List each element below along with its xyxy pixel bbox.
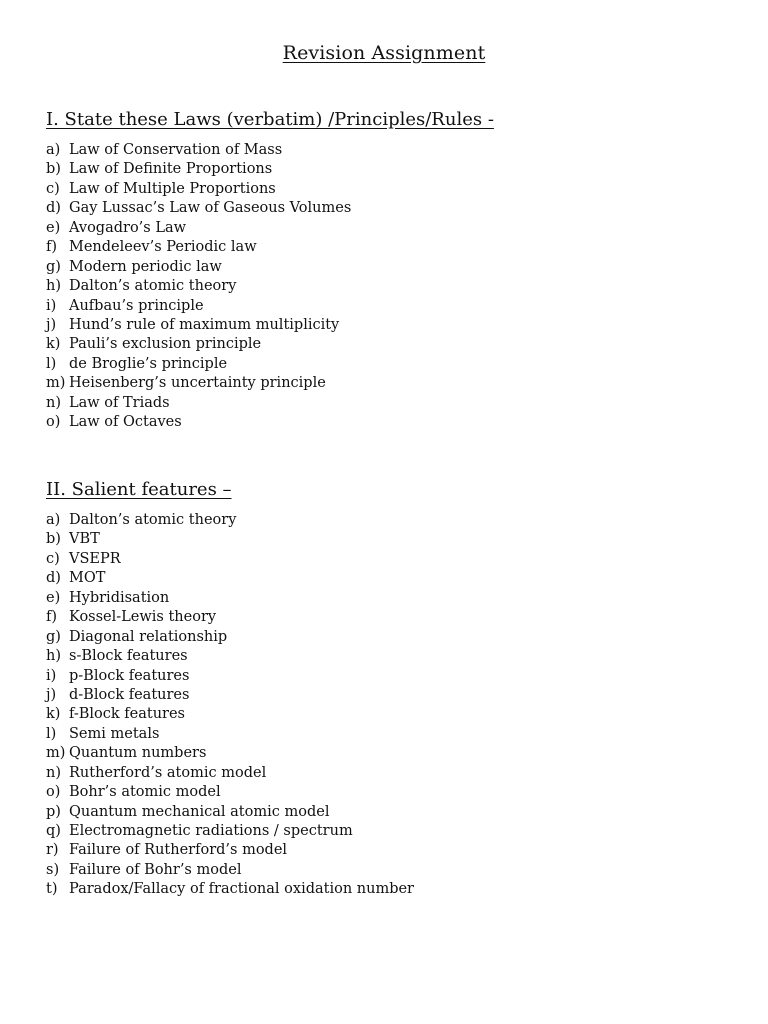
list-item-marker: l)	[46, 355, 57, 372]
list-item	[46, 277, 726, 296]
list-item-text: de Broglie’s principle	[69, 355, 228, 372]
list-item-text: Mendeleev’s Periodic law	[69, 239, 257, 256]
list-item-marker: n)	[46, 394, 61, 411]
list-item-marker: m)	[46, 375, 66, 392]
section-heading: I. State these Laws (verbatim) /Principles/Rules -	[46, 109, 494, 130]
list-item	[46, 764, 726, 783]
list-item-marker: g)	[46, 628, 61, 645]
list-item	[46, 199, 726, 218]
list-item	[46, 355, 726, 374]
list-item-marker: i)	[46, 667, 57, 684]
list-item-marker: f)	[46, 239, 58, 256]
list-item	[46, 628, 726, 647]
section-salient-features	[46, 478, 726, 900]
list-item-text: Hund’s rule of maximum multiplicity	[69, 316, 340, 333]
list-item-marker: p)	[46, 803, 61, 820]
list-item	[46, 219, 726, 238]
list-item	[46, 394, 726, 413]
list-item-marker: b)	[46, 531, 61, 548]
list-item-marker: c)	[46, 550, 60, 567]
list-item-text: Dalton’s atomic theory	[69, 512, 237, 528]
section-laws-principles	[46, 108, 726, 433]
list-item	[46, 880, 726, 899]
list-item-text: Avogadro’s Law	[69, 219, 187, 236]
list-item	[46, 705, 726, 724]
list-item-marker: b)	[46, 161, 61, 178]
list-item-text: VBT	[69, 531, 100, 548]
list-item-text: Semi metals	[69, 725, 160, 742]
list-item-text: Gay Lussac’s Law of Gaseous Volumes	[69, 200, 352, 217]
list-item	[46, 686, 726, 705]
list-item-marker: h)	[46, 648, 61, 665]
list-item	[46, 783, 726, 802]
list-item-text: MOT	[69, 570, 106, 587]
list-item-text: Aufbau’s principle	[69, 297, 204, 314]
list-item-marker: j)	[46, 316, 57, 333]
list-item-text: Law of Conservation of Mass	[69, 142, 283, 158]
section-heading: II. Salient features –	[46, 479, 232, 500]
list-item-text: Law of Definite Proportions	[69, 161, 273, 178]
list-item-marker: s)	[46, 861, 60, 878]
list-item-marker: o)	[46, 784, 61, 801]
list-item	[46, 822, 726, 841]
list-item-marker: t)	[46, 881, 58, 898]
list-item-text: f-Block features	[69, 706, 185, 723]
list-item-marker: h)	[46, 278, 61, 295]
list-item	[46, 550, 726, 569]
list-item	[46, 744, 726, 763]
list-item	[46, 725, 726, 744]
list-item	[46, 413, 726, 432]
list-item-text: Dalton’s atomic theory	[69, 278, 237, 295]
list-item	[46, 511, 726, 530]
item-list	[46, 511, 726, 900]
list-item-marker: a)	[46, 142, 61, 158]
list-item	[46, 667, 726, 686]
list-item-text: Pauli’s exclusion principle	[69, 336, 262, 353]
list-item-marker: j)	[46, 686, 57, 703]
list-item	[46, 608, 726, 627]
list-item-marker: q)	[46, 823, 61, 839]
list-item	[46, 316, 726, 335]
list-item	[46, 841, 726, 860]
list-item-text: Paradox/Fallacy of fractional oxidation number	[69, 881, 414, 898]
list-item-text: Diagonal relationship	[69, 628, 228, 645]
list-item-marker: o)	[46, 414, 61, 431]
list-item-marker: r)	[46, 842, 59, 859]
list-item	[46, 861, 726, 880]
list-item-text: Electromagnetic radiations / spectrum	[69, 823, 353, 839]
list-item-text: Law of Octaves	[69, 414, 182, 431]
list-item-text: Hybridisation	[69, 589, 170, 606]
list-item-marker: m)	[46, 745, 66, 762]
list-item-text: d-Block features	[69, 686, 190, 703]
list-item	[46, 180, 726, 199]
list-item-text: Quantum numbers	[69, 745, 207, 762]
list-item	[46, 803, 726, 822]
list-item-text: Law of Triads	[69, 394, 170, 411]
list-item-text: VSEPR	[69, 550, 121, 567]
list-item	[46, 530, 726, 549]
list-item-marker: e)	[46, 219, 61, 236]
list-item	[46, 141, 726, 160]
list-item	[46, 569, 726, 588]
list-item-marker: i)	[46, 297, 57, 314]
list-item	[46, 160, 726, 179]
list-item-marker: c)	[46, 180, 60, 197]
list-item-text: Heisenberg’s uncertainty principle	[69, 375, 326, 392]
list-item-marker: d)	[46, 570, 61, 587]
list-item-marker: d)	[46, 200, 61, 217]
list-item-text: Law of Multiple Proportions	[69, 180, 276, 197]
list-item-marker: f)	[46, 609, 58, 626]
list-item-marker: k)	[46, 706, 61, 723]
list-item-text: Kossel-Lewis theory	[69, 609, 217, 626]
list-item	[46, 258, 726, 277]
list-item-marker: k)	[46, 336, 61, 353]
list-item	[46, 238, 726, 257]
item-list	[46, 141, 726, 433]
list-item-text: s-Block features	[69, 648, 188, 665]
list-item-text: Rutherford’s atomic model	[69, 764, 267, 781]
list-item-text: Failure of Rutherford’s model	[69, 842, 288, 859]
list-item	[46, 335, 726, 354]
list-item-marker: a)	[46, 512, 61, 528]
list-item-text: Failure of Bohr’s model	[69, 861, 242, 878]
list-item-text: Bohr’s atomic model	[69, 784, 221, 801]
list-item-text: p-Block features	[69, 667, 190, 684]
list-item-text: Quantum mechanical atomic model	[69, 803, 330, 820]
list-item	[46, 647, 726, 666]
list-item-marker: g)	[46, 258, 61, 275]
list-item-marker: n)	[46, 764, 61, 781]
list-item	[46, 297, 726, 316]
document-title: Revision Assignment	[282, 42, 486, 64]
list-item-marker: l)	[46, 725, 57, 742]
list-item	[46, 374, 726, 393]
list-item	[46, 589, 726, 608]
list-item-marker: e)	[46, 589, 61, 606]
list-item-text: Modern periodic law	[69, 258, 222, 275]
